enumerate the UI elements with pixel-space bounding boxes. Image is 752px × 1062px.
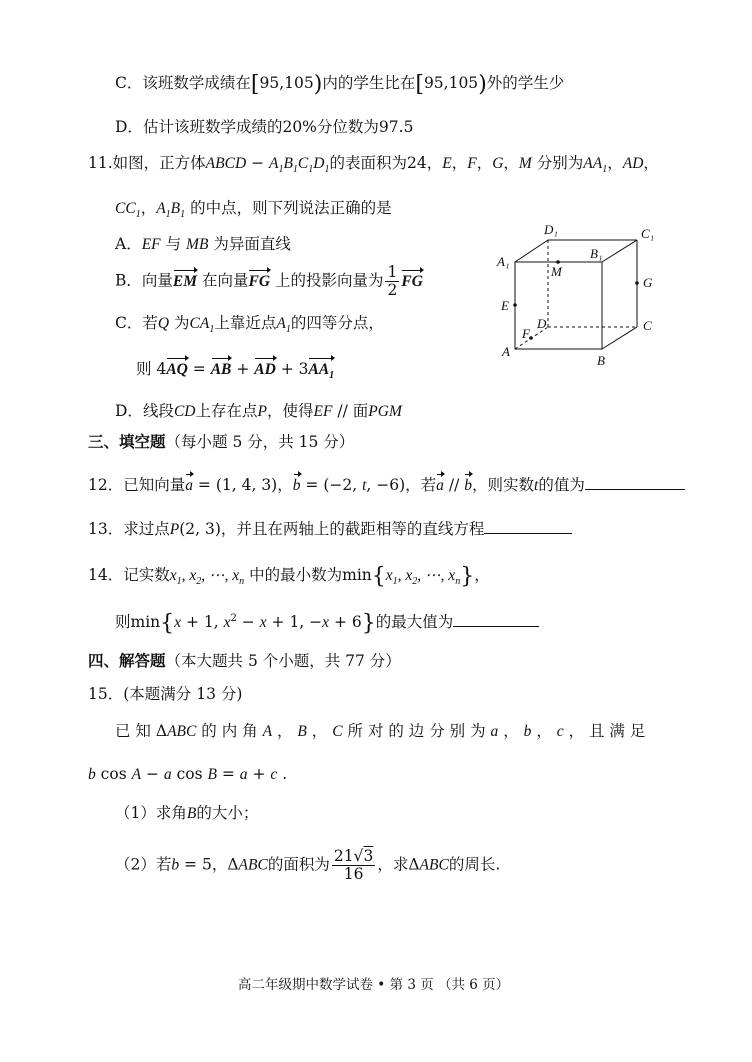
math: F	[467, 155, 477, 172]
math: E	[442, 155, 452, 172]
question-text: 则	[115, 613, 131, 632]
question-text: 求过点	[123, 520, 170, 538]
edge	[515, 240, 548, 262]
math: ABCD	[205, 155, 247, 172]
question-text: 分别为	[536, 154, 584, 172]
question-text: 的面积为	[267, 855, 330, 874]
vector: b	[292, 477, 301, 494]
math: G	[492, 155, 504, 172]
option-text: 估计该班数学成绩的	[142, 118, 283, 136]
edge	[602, 327, 637, 349]
vector: a	[436, 477, 444, 494]
math: $A_1B_1C_1D_1$	[268, 155, 330, 176]
question-number: 14．	[88, 566, 124, 584]
option-text: 分位数为	[316, 118, 379, 136]
math: MB	[186, 236, 209, 253]
question-text: （1）求角	[115, 804, 187, 822]
vector: a	[185, 477, 193, 494]
answer-value: 97.5	[378, 118, 414, 136]
vector: b	[464, 477, 472, 494]
vector: FG	[248, 272, 271, 290]
math: M	[518, 155, 532, 172]
vector: AQ	[166, 361, 188, 378]
option-text: 上靠近点	[214, 314, 277, 332]
label-e: E	[501, 298, 509, 313]
option-text: 在向量	[201, 271, 249, 290]
option-text: 线段	[142, 402, 174, 420]
answer-blank[interactable]	[484, 519, 572, 534]
section-4-heading	[88, 651, 401, 671]
question-text: 的最大值为	[375, 613, 454, 632]
option-label: C．	[115, 314, 143, 332]
math: PGM	[368, 403, 402, 420]
label-b: B	[597, 353, 605, 368]
option-text: 为异面直线	[213, 235, 291, 253]
vector: AD	[254, 361, 276, 378]
option-text: 内的学生比在	[322, 74, 416, 92]
page-footer: 高二年级期中数学试卷 • 第 3 页 （共 6 页）	[238, 977, 510, 993]
vector: $AA_1$	[308, 360, 334, 386]
label-a1: A₁	[497, 254, 510, 269]
question-text: ，若	[405, 476, 437, 494]
q10-option-c	[115, 73, 564, 95]
point-e	[513, 303, 517, 307]
option-text: 上的投影向量为	[274, 271, 384, 290]
label-b1: B₁	[590, 246, 603, 261]
label-d1: D₁	[544, 222, 558, 237]
option-text: 若	[142, 314, 158, 332]
label-d: D	[537, 316, 547, 331]
question-number: 12．	[88, 476, 124, 494]
label-a: A	[502, 344, 510, 359]
question-text: 的 内 角	[201, 722, 258, 740]
question-text: 的表面积为	[329, 154, 407, 172]
q10-option-d	[115, 117, 413, 137]
q15-stem-cont: b cos A − a cos B = a + c .	[88, 765, 288, 783]
question-text: 的周长.	[448, 855, 501, 874]
math: Q	[157, 315, 170, 332]
option-label: A．	[115, 235, 142, 253]
option-text: 与	[165, 235, 182, 253]
area-value: 24	[406, 154, 427, 172]
math: P	[257, 403, 267, 420]
question-text: 所 对 的 边 分 别 为	[347, 722, 486, 740]
q15-stem: 已 知 ΔABC 的 内 角 A ， B ， C 所 对 的 边 分 别 为 a ， b ， c ， 且 满 足	[115, 722, 646, 740]
option-text: 外的学生少	[486, 74, 565, 92]
math: EF	[313, 403, 333, 420]
label-c: C	[643, 318, 652, 333]
question-number: 15．	[88, 685, 124, 703]
label-f: F	[522, 326, 530, 341]
interval-bracket: [	[415, 72, 424, 97]
q11-stem: 11.如图，正方体ABCD − $A_1B_1C_1D_1$的表面积为24，E，F，G，M 分别为$AA_1$，AD，	[88, 154, 659, 176]
option-text: 则	[136, 360, 152, 378]
vector: AB	[210, 361, 232, 378]
question-text: ，求	[377, 855, 409, 874]
fraction: $\frac{21√3}{16}$	[333, 847, 374, 883]
question-text: 的中点，则下列说法正确的是	[190, 199, 392, 217]
q11-option-b	[115, 264, 423, 299]
answer-blank[interactable]	[585, 475, 685, 490]
question-text: 中的最小数为	[249, 566, 343, 584]
interval-bracket: )	[478, 72, 487, 97]
q14: 14．记实数$x_1$, $x_2$, ⋯, $x_n$ 中的最小数为$\min\{x_1$, $x_2$, ⋯, $x_n$}，	[88, 564, 490, 589]
question-text: （2）若	[115, 855, 172, 874]
q12: 12．已知向量a = (1, 4, 3)，b = (−2, t, −6)，若a // b，则实数t的值为	[88, 475, 685, 496]
math: AD	[622, 155, 644, 172]
edge	[602, 240, 637, 262]
math: $A_1$	[276, 315, 291, 336]
math: $AA_1$	[583, 155, 608, 176]
answer-blank[interactable]	[453, 612, 539, 627]
interval: 95,105	[259, 74, 314, 92]
question-text: ，并且在两轴上的截距相等的直线方程	[220, 520, 485, 538]
q11-option-d: D．线段CD上存在点P，使得EF // 面PGM	[115, 402, 402, 420]
vector: EM	[172, 272, 198, 290]
math: $A_1B_1$	[156, 200, 186, 221]
question-text: 已 知	[115, 722, 151, 740]
option-text: 该班数学成绩在	[142, 74, 251, 92]
option-label: B．	[115, 271, 142, 290]
math: EF	[141, 236, 161, 253]
math: CD	[173, 403, 196, 420]
option-label: C．	[115, 74, 143, 92]
section-3-heading	[88, 432, 354, 452]
q11-option-c	[115, 313, 384, 340]
section-note: （每小题 5 分，共 15 分）	[165, 433, 355, 451]
interval-bracket: )	[313, 72, 323, 97]
option-text: 为	[174, 314, 190, 332]
q13: 13．求过点P(2, 3)，并且在两轴上的截距相等的直线方程	[88, 519, 572, 540]
question-text: 已知向量	[123, 476, 186, 494]
q11-stem-cont: $CC_1$，$A_1B_1$ 的中点，则下列说法正确的是	[115, 199, 392, 221]
question-text: ，则实数	[472, 476, 535, 494]
question-text: 的大小；	[196, 804, 259, 822]
cube-figure	[495, 222, 665, 372]
option-label: D．	[115, 118, 143, 136]
q15-part1: （1）求角B的大小；	[115, 804, 259, 822]
interval: 95,105	[423, 74, 479, 92]
question-number: 11.	[88, 154, 113, 172]
fraction: $\frac{1}{2}$	[387, 263, 398, 299]
q15-part2: （2）若b = 5，ΔABC的面积为 $\frac{21√3}{16}$ ，求ΔABC的周长.	[115, 847, 501, 883]
q11-option-a	[115, 234, 291, 255]
question-text: 的值为	[538, 476, 585, 494]
q11-option-c-formula: 则 4AQ = AB + AD + $3AA_1$	[136, 359, 334, 386]
label-c1: C₁	[641, 226, 655, 241]
section-title: 四、解答题	[88, 651, 166, 670]
math: $CC_1$	[115, 200, 141, 221]
percent-value: 20%	[282, 118, 317, 136]
question-number: 13．	[88, 520, 124, 538]
interval-bracket: [	[250, 72, 260, 97]
math: $CA_1$	[189, 315, 215, 336]
option-text: 向量	[141, 271, 173, 290]
option-text: 上存在点	[195, 402, 258, 420]
question-text: 如图，正方体	[112, 154, 206, 172]
option-label: D．	[115, 402, 143, 420]
q14-cont: 则min{x + 1, $x^2 - x + 1$, −x + 6}的最大值为	[115, 609, 539, 634]
option-text: 面	[352, 402, 369, 420]
q15-header	[88, 684, 242, 704]
option-text: 的四等分点，	[290, 314, 384, 332]
question-text: 记实数	[123, 566, 170, 584]
label-g: G	[643, 275, 653, 290]
question-text: 且 满 足	[589, 722, 646, 740]
option-text: ，使得	[266, 402, 314, 420]
vector: FG	[401, 272, 423, 290]
point-g	[635, 281, 639, 285]
section-title: 三、填空题	[88, 432, 166, 451]
question-score: (本题满分 13 分)	[123, 685, 243, 703]
label-m: M	[551, 264, 562, 279]
section-note: （本大题共 5 个小题，共 77 分）	[165, 652, 401, 670]
